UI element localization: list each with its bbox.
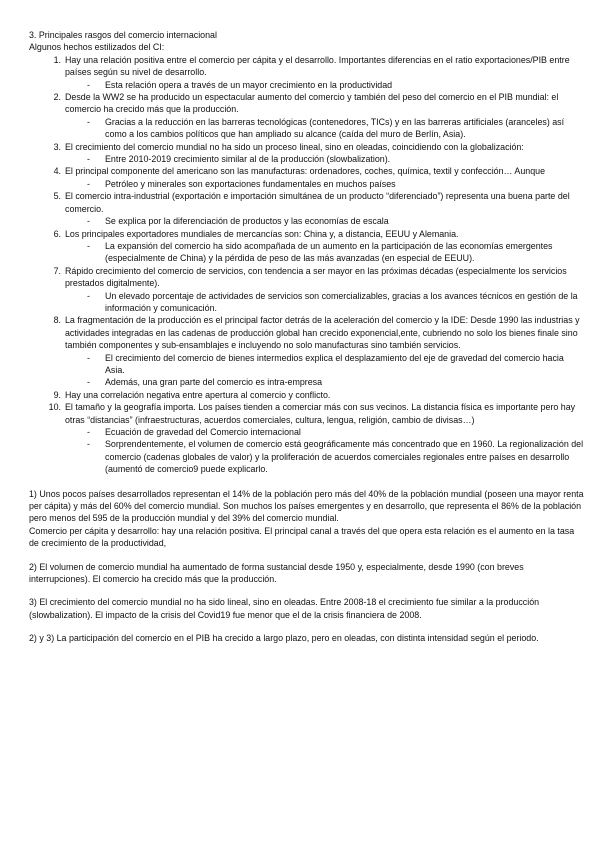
note-paragraph: Comercio per cápita y desarrollo: hay una relación positiva. El principal canal a través del que opera esta relación es el aumento en la tasa de crecimiento de la productividad,	[29, 525, 575, 549]
note-paragraph: 3) El crecimiento del comercio mundial no ha sido lineal, sino en oleadas. Entre 2008-18 el crecimiento fue similar a la producción (slowbalization). El impacto de la crisis del Covid19 fue menor que el de la crisis financiera de 2008.	[29, 597, 540, 620]
sub-bullet-text: Se explica por la diferenciación de productos y las economías de escala	[105, 216, 389, 227]
dash-bullet: -	[87, 154, 90, 165]
list-item	[29, 54, 585, 91]
list-item	[29, 401, 585, 475]
note-paragraph: 2) El volumen de comercio mundial ha aumentado de forma sustancial desde 1950 y, especialmente, desde 1990 (con breves interrupciones). El comercio ha crecido más que la producción.	[29, 561, 524, 585]
document-body	[29, 29, 585, 645]
dash-bullet: -	[87, 427, 90, 437]
dash-bullet: -	[87, 439, 90, 450]
dash-bullet: -	[87, 377, 90, 388]
dash-bullet: -	[87, 290, 90, 301]
sub-bullet-text: Entre 2010-2019 crecimiento similar al de la producción (slowbalization).	[105, 154, 391, 165]
facts-list	[29, 54, 585, 476]
list-item-number: 1 .	[41, 54, 61, 66]
spacer	[29, 621, 585, 632]
sub-bullet-item	[65, 290, 585, 315]
list-item-text: Los principales exportadores mundiales de mercancías son: China y, a distancia, EEUU y Alemania.	[65, 228, 459, 239]
sub-bullet-item	[65, 178, 585, 190]
list-item-number: 2 .	[41, 91, 61, 103]
sub-bullet-item	[65, 426, 585, 438]
sub-bullet-item	[65, 153, 585, 165]
sub-bullet-item	[65, 116, 585, 141]
list-item	[29, 190, 585, 227]
list-item	[29, 314, 585, 388]
list-item	[29, 389, 585, 401]
list-item-number: 9 .	[41, 389, 61, 401]
sub-bullet-text: La expansión del comercio ha sido acompañada de un aumento en la participación de las economías emergentes (especialmente de China) y la pérdida de peso de las más avanzadas (en especial de EEUU).	[105, 240, 553, 264]
spacer	[29, 476, 585, 488]
list-item	[29, 228, 585, 265]
sub-bullet-text: Sorprendentemente, el volumen de comercio está geográficamente más concentrado que en 1960. La regionalización del comercio (cadenas globales de valor) y la proliferación de acuerdos comerciales regionales entre países en desarrollo (aumentó de comercio9 puede explicarlo.	[105, 439, 584, 475]
sub-bullet-item	[65, 240, 585, 265]
note-paragraph: 1) Unos pocos países desarrollados representan el 14% de la población pero más del 40% de la población mundial (poseen una mayor renta per cápita) y más del 60% del comercio mundial. Son muchos los países emergentes y en desarrollo, que representa el 86% de la población pero menos del 595 de la producción mundial y del 39% del comercio mundial.	[29, 488, 584, 524]
sub-bullet-text: Petróleo y minerales son exportaciones fundamentales en muchos países	[105, 178, 396, 189]
list-item-number: 8 .	[41, 314, 61, 326]
dash-bullet: -	[87, 116, 90, 127]
list-item-number: 6 .	[41, 228, 61, 240]
list-item	[29, 265, 585, 315]
list-item-text: Desde la WW2 se ha producido un espectacular aumento del comercio y también del peso del comercio en el PIB mundial: el comercio ha crecido más que la producción.	[65, 92, 559, 115]
dash-bullet: -	[87, 79, 90, 90]
sub-bullet-text: Un elevado porcentaje de actividades de servicios son comercializables, gracias a los avances técnicos en gestión de la información y comunicación.	[105, 290, 578, 313]
sub-bullet-text: Esta relación opera a través de un mayor crecimiento en la productividad	[105, 79, 393, 90]
list-item-text: El crecimiento del comercio mundial no ha sido un proceso lineal, sino en oleadas, coincidiendo con la globalización:	[65, 141, 524, 152]
spacer	[29, 550, 585, 561]
dash-bullet: -	[87, 352, 90, 363]
list-item-text: La fragmentación de la producción es el principal factor detrás de la aceleración del comercio y la IDE: Desde 1990 las industrias y actividades integradas en las cadenas de producción global han crecido exponencial,ente, cubriendo no solo los bienes finale sino también componentes y sub-ensamblajes e incluyendo no solo manufacturas sino también servicios.	[65, 315, 580, 351]
list-item-text: El principal componente del americano son las manufacturas: ordenadores, coches, química, textil y confección… Aunque	[65, 166, 546, 177]
list-item	[29, 165, 585, 190]
list-item	[29, 91, 585, 141]
sub-bullet-item	[65, 79, 585, 91]
list-item-text: Hay una relación positiva entre el comercio per cápita y el desarrollo. Importantes diferencias en el ratio exportaciones/PIB entre países según su nivel de desarrollo.	[65, 54, 570, 78]
list-item-number: 7 .	[41, 265, 61, 277]
dash-bullet: -	[87, 178, 90, 189]
dash-bullet: -	[87, 216, 90, 227]
sub-bullet-text: Ecuación de gravedad del Comercio internacional	[105, 427, 301, 437]
list-item	[29, 141, 585, 166]
list-item-text: Hay una correlación negativa entre apertura al comercio y conflicto.	[65, 389, 331, 400]
sub-bullet-item	[65, 376, 585, 388]
sub-bullet-text: El crecimiento del comercio de bienes intermedios explica el desplazamiento del eje de gravedad del comercio hacia Asia.	[105, 352, 564, 375]
notes-section	[29, 488, 585, 645]
sub-bullet-item	[65, 438, 585, 475]
list-item-text: El tamaño y la geografía importa. Los países tienden a comerciar más con sus vecinos. La distancia física es importante pero hay otras “distancias” (infraestructuras, acuerdos comerciales, cultura, lengua, religión, cambio de divisas…)	[65, 402, 576, 425]
list-item-text: Rápido crecimiento del comercio de servicios, con tendencia a ser mayor en las próximas décadas (especialmente los servicios prestados digitalmente).	[65, 265, 567, 289]
intro-line: Algunos hechos estilizados del CI:	[29, 42, 165, 53]
list-item-number: 4 .	[41, 165, 61, 177]
list-item-number: 5 .	[41, 190, 61, 202]
list-item-number: 3 .	[41, 141, 61, 153]
list-item-number: 10 .	[41, 401, 61, 413]
spacer	[29, 585, 585, 596]
note-paragraph: 2) y 3) La participación del comercio en el PIB ha crecido a largo plazo, pero en oleadas, con distinta intensidad según el periodo.	[29, 633, 539, 644]
sub-bullet-text: Gracias a la reducción en las barreras tecnológicas (contenedores, TICs) y en las barreras artificiales (aranceles) así como a los cambios políticos que han ampliado su alcance (caída del muro de Berlín, Asia).	[105, 116, 565, 140]
section-title: 3. Principales rasgos del comercio internacional	[29, 30, 217, 40]
sub-bullet-item	[65, 352, 585, 377]
dash-bullet: -	[87, 240, 90, 251]
sub-bullet-item	[65, 215, 585, 227]
sub-bullet-text: Además, una gran parte del comercio es intra-empresa	[105, 377, 323, 388]
list-item-text: El comercio intra-industrial (exportación e importación simultánea de un producto “diferenciado”) representa una buena parte del comercio.	[65, 191, 570, 214]
